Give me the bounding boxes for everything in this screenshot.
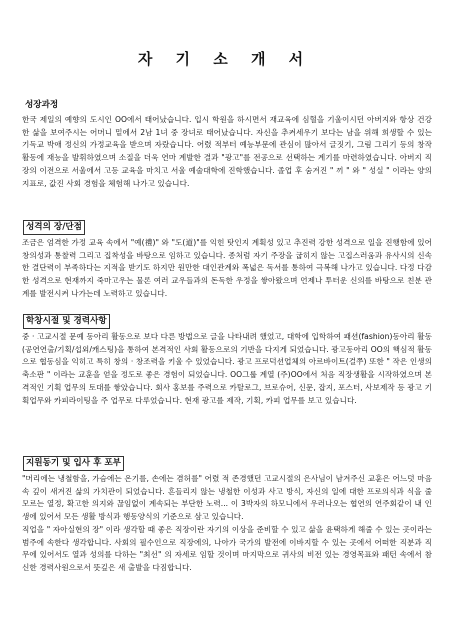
section-career: [22, 308, 432, 407]
document-title: 자 기 소 개 서: [137, 50, 313, 68]
section-heading: 지원동기 및 입사 후 포부: [23, 456, 124, 471]
section-body: 중 · 고교시절 문예 동아리 활동으로 보다 다른 방법으로 글을 나타내려 했었고, 대학에 입학하여 패션(fashion)동아리 활동(공연연출/기획/섭외/캐스팅)을 통하여 본격적인 사회 활동으로의 기반을 다지게 되었습니다. 광고동아리 OO의 핵심적 활동으로 협동심을 익히고 특히 창의 · 창조력을 키울 수 있었습니다. 광고 프로덕션업체의 아르바이트(걸쭈) 또한 " 작은 인생의 축소판 " 이라는 교훈을 얻을 정도로 좋은 경험이 되었습니다. OO그룹 계열 (주)OO에서 처음 직장생활을 시작하였으며 본격적인 기획 업무의 토대를 쌓았습니다. 회사 홍보를 주력으로 카탈로그, 브로슈어, 신문, 잡지, 포스터, 사보제작 등 광고 기획업무와 카피라이팅을 주 업무로 다루었습니다. 현재 광고를 제작, 기획, 카피 업무를 보고 있습니다.: [22, 332, 432, 405]
section-body: "머리에는 냉철함을, 가슴에는 온기를, 손에는 겸허를" 어렸 적 존경했던 고교시절의 은사님이 남겨주신 교훈은 어느덧 마음속 깊이 새겨진 삶의 가치관이 되었습니다. 흔들리지 않는 냉철한 이성과 사고 방식, 자신의 일에 대한 프로의식과 식을 줄 모르는 열정, 확고한 의지와 끊임없이 계속되는 부단한 노력... 이 3박자의 하모니에서 우러나오는 협연의 연주회같이 내 인생에 있어서 모든 생활 방식과 행동양식의 기준으로 삼고 있습니다. 직업을 " 자아실현의 장" 이라 생각할 때 좋은 직장이란 자기의 이상을 준비할 수 있고 삶을 윤택하게 해줄 수 있는 곳이라는 범주에 속한다 생각합니다. 사회의 필수인으로 직장에의, 나아가 국가의 발전에 이바지할 수 있는 곳에서 어떠한 직분과 직무에 있어서도 열과 성의를 다하는 "최선" 의 자세로 임할 것이며 마지막으로 귀사의 비전 있는 경영목표와 패턴 속에서 참신한 경력사원으로서 뜻깊은 새 출발을 다짐합니다.: [22, 474, 432, 572]
section-personality: [22, 214, 432, 301]
section-body: 한국 제일의 예향의 도시인 OO에서 태어났습니다. 입시 학원을 하시면서 재교육에 심혈을 기울이시던 아버지와 항상 건강한 삶을 보여주시는 어머니 밑에서 2남 1녀 중 장녀로 태어났습니다. 자신을 추켜세우기 보다는 남을 위해 희생할 수 있는 기독교 박애 정신의 가정교육을 받으며 자랐습니다. 어렸 적부터 예능부문에 관심이 많아서 글짓기, 그림 그리기 등의 창작활동에 재능을 발휘하였으며 소질을 더욱 연마 계발한 결과 "광고"를 전공으로 선택하는 계기를 마련하였습니다. 아버지 직장의 이전으로 서울에서 고등 교육을 마치고 서울 예술대학에 진학했습니다. 졸업 후 숨겨진 " 끼 " 와 " 성실 " 이라는 양의 지표로, 값진 사회 경험을 체험해 나가고 있습니다.: [22, 115, 432, 188]
section-body: 조금은 엄격한 가정 교육 속에서 "예(禮)" 와 "도(道)"를 익힌 탓인지 계획성 있고 추진력 강한 성격으로 일을 진행함에 있어 창의성과 통찰력 그리고 집착성을 바탕으로 임하고 있습니다. 종처럼 자기 주장을 굽히지 않는 고집스러움과 유사시의 신속한 결단력이 부족하다는 지적을 받기도 하지만 원만한 대인관계와 폭넓은 독서를 통하여 극복해 나가고 있습니다. 다정 다감한 성격으로 현재까지 죽마고우는 물론 여러 교우들과의 돈독한 우정을 쌓아왔으며 언제나 투터운 신의를 바탕으로 친분 관계를 발전시켜 나가는데 노력하고 있습니다.: [22, 238, 432, 298]
section-heading: 성장과정: [25, 100, 59, 110]
section-heading: 학창시절 및 경력사항: [23, 314, 110, 329]
section-heading: 성격의 장/단점: [23, 220, 85, 235]
section-motivation: [22, 450, 432, 575]
section-growth: [22, 92, 432, 190]
